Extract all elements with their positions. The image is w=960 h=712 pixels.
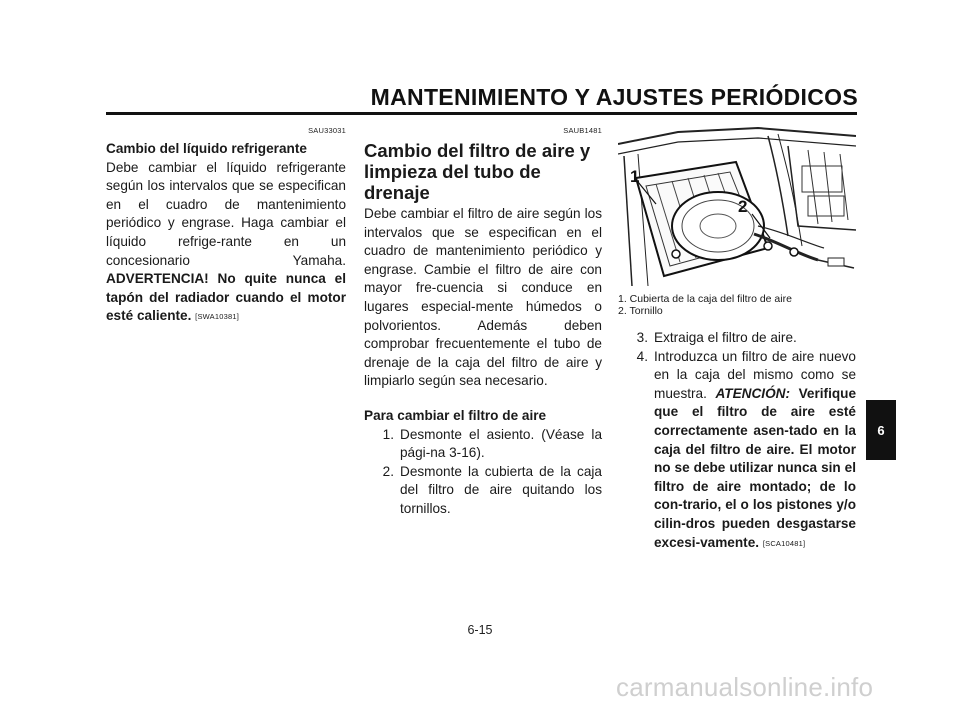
figure-captions [618, 294, 856, 317]
section-subtitle: Cambio del líquido refrigerante [106, 141, 307, 156]
chapter-tab: 6 [866, 400, 896, 460]
step-number: 3. [636, 330, 648, 345]
left-column [106, 126, 346, 327]
figure-label-1: 1 [630, 167, 640, 186]
page-title: MANTENIMIENTO Y AJUSTES PERIÓDICOS [370, 84, 858, 110]
watermark: carmanualsonline.info [616, 672, 874, 702]
warning-text: ADVERTENCIA! No quite nunca el tapón del radiador cuando el motor esté caliente. [106, 271, 346, 324]
air-filter-figure [618, 126, 856, 286]
caption-1: 1. Cubierta de la caja del filtro de aire [618, 293, 792, 305]
step-number: 2. [382, 463, 394, 479]
step-number: 1. [382, 426, 394, 442]
step-text: Desmonte la cubierta de la caja del filtro de aire quitando los tornillos. [400, 463, 602, 516]
right-column [618, 126, 856, 553]
attention-text: Verifique que el filtro de aire esté correctamente asen-tado en la caja del filtro de aire. El motor no se debe utilizar nunca sin el filtro de aire montado; de lo con-trario, el o los pistones y/o cilin-dros pueden desgastarse excesi-vamente. [654, 385, 857, 550]
page-number: 6-15 [467, 623, 493, 637]
list-item [618, 348, 856, 554]
section-code: SAUB1481 [563, 126, 602, 135]
body-text: Debe cambiar el líquido refrigerante según los intervalos que se especifican en el cuadro de mantenimiento periódico y engrase. Haga cambiar el líquido refrige-rante en un concesionario Yamaha. [106, 159, 346, 268]
list-item [364, 463, 602, 519]
section-code: SAU33031 [308, 126, 346, 135]
attention-block [654, 386, 856, 550]
list-item [364, 426, 602, 463]
step-text: Desmonte el asiento. (Véase la pági-na 3-16). [400, 426, 602, 461]
step-text: Extraiga el filtro de aire. [654, 330, 797, 345]
middle-column [364, 126, 602, 519]
figure-label-2: 2 [738, 197, 748, 216]
step-text: Introduzca un filtro de aire nuevo en la caja del mismo como se muestra. [654, 348, 856, 401]
section-title: Cambio del filtro de aire y limpieza del tubo de drenaje [364, 140, 591, 203]
warning-code: [SWA10381] [195, 312, 240, 322]
step-number: 4. [636, 348, 648, 364]
procedure-title: Para cambiar el filtro de aire [364, 407, 547, 423]
section-body [106, 159, 346, 327]
procedure-steps [618, 329, 856, 553]
procedure-steps [364, 426, 602, 519]
attention-code: [SCA10481] [762, 538, 806, 548]
header-rule [106, 112, 857, 115]
caption-2: 2. Tornillo [618, 304, 663, 317]
section-body: Debe cambiar el filtro de aire según los intervalos que se especifican en el cuadro de mantenimiento periódico y engrase. Cambie el filtro de aire con mayor fre-cuencia si conduce en lugares especial-mente húmedos o polvorientos. Además deben comprobar frecuentemente el tubo de drenaje de la caja del filtro de aire y limpiarlo según sea necesario. [364, 206, 602, 389]
air-filter-illustration-icon [618, 126, 856, 286]
step-body [654, 348, 856, 554]
list-item [618, 329, 856, 348]
attention-tag: ATENCIÓN: [715, 385, 790, 401]
